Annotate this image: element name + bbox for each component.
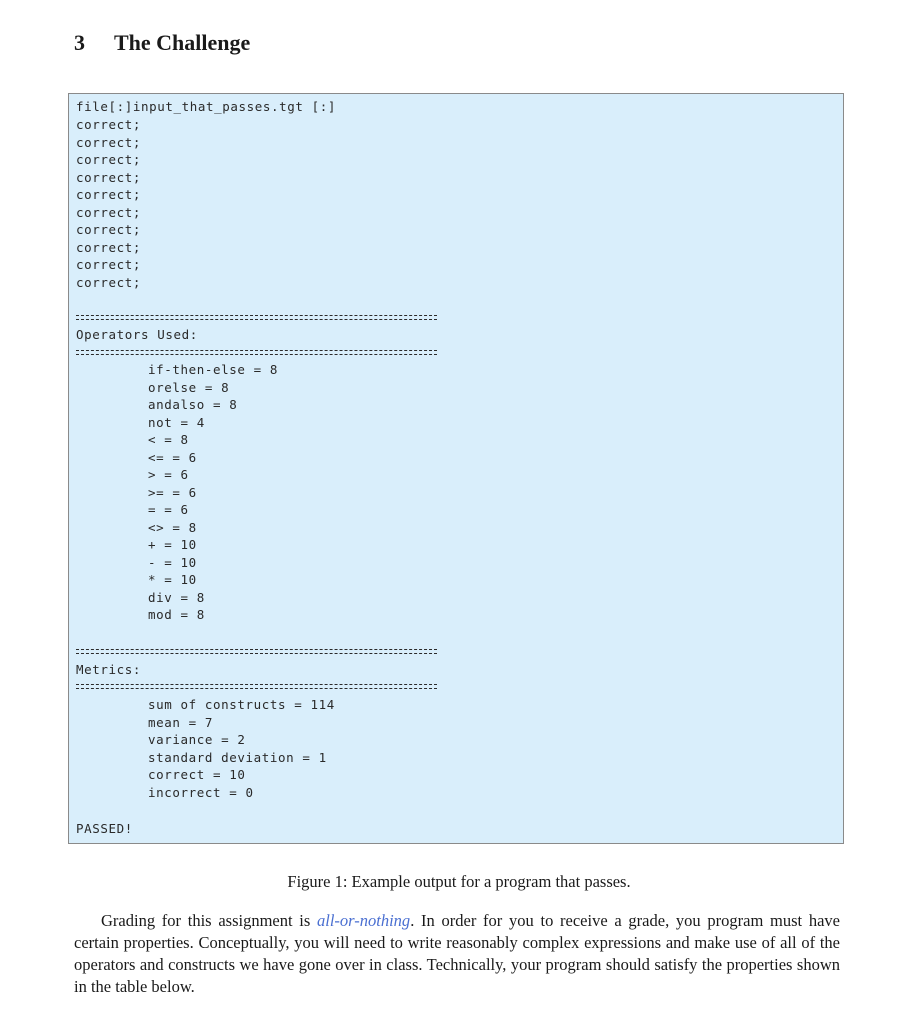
result-line: correct; [76,134,142,150]
operator-line: - = 10 [148,554,197,570]
operator-line: not = 4 [148,414,205,430]
result-line: correct; [76,239,142,255]
paragraph-text-end: . In order for you to receive a grade, you program must have certain properties. Conceptually, you will need to write reasonably complex expressions and make use of all of the operators and constructs we have gone over in class. Technically, your program should satisfy the properties shown in the table below. [74,911,840,996]
operator-line: >= = 6 [148,484,197,500]
metric-line: standard deviation = 1 [148,749,327,765]
section-heading [74,30,250,56]
code-header-line: file[:]input_that_passes.tgt [:] [76,99,337,114]
separator-line [76,683,437,691]
result-line: correct; [76,169,142,185]
result-line: correct; [76,187,142,202]
separator-line [76,349,437,357]
operator-line: orelse = 8 [148,379,230,395]
result-line: correct; [76,222,142,237]
operator-line: > = 6 [148,467,189,482]
operator-line: < = 8 [148,432,189,447]
code-output-box [68,93,844,844]
operators-title: Operators Used: [76,327,198,342]
metric-line: mean = 7 [148,714,214,730]
paragraph-text-start: Grading for this assignment is [101,911,318,930]
result-line: correct; [76,117,142,132]
operator-line: if-then-else = 8 [148,362,279,377]
all-or-nothing-link[interactable]: all-or-nothing [317,911,411,930]
figure-caption: Figure 1: Example output for a program that passes. [287,872,631,891]
status-line: PASSED! [76,821,133,836]
separator-line [76,648,437,656]
operator-line: <= = 6 [148,449,197,465]
metric-line: variance = 2 [148,732,246,747]
operator-line: + = 10 [148,537,197,552]
operator-line: mod = 8 [148,607,205,622]
section-title: The Challenge [114,30,251,55]
operator-line: = = 6 [148,502,189,517]
metric-line: incorrect = 0 [148,784,254,800]
metric-line: correct = 10 [148,767,246,782]
result-line: correct; [76,257,142,272]
operator-line: * = 10 [148,572,197,587]
metric-line: sum of constructs = 114 [148,697,335,712]
operator-line: andalso = 8 [148,397,238,412]
result-line: correct; [76,274,142,290]
operator-line: <> = 8 [148,519,197,535]
operator-line: div = 8 [148,589,205,605]
body-paragraph [74,910,840,998]
metrics-title: Metrics: [76,662,142,677]
section-number: 3 [74,30,85,55]
result-line: correct; [76,152,142,167]
separator-line [76,314,437,322]
result-line: correct; [76,204,142,220]
